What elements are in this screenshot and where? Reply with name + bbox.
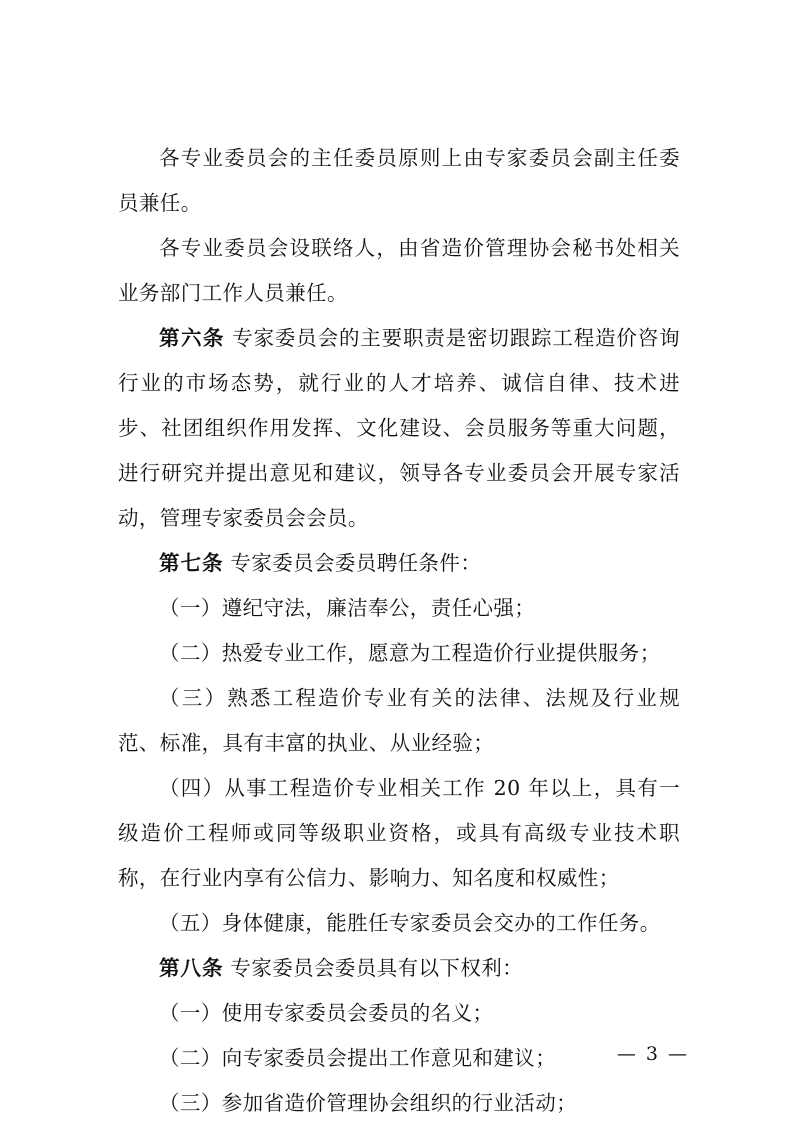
paragraph (118, 136, 680, 226)
paragraph-text: （三）参加省造价管理协会组织的行业活动； (159, 1091, 577, 1115)
paragraph (118, 676, 680, 766)
paragraph (118, 631, 680, 676)
article-label: 第七条 (159, 551, 224, 575)
paragraph (118, 1036, 680, 1081)
paragraph (118, 541, 680, 586)
document-body (118, 136, 680, 1122)
paragraph-text: （三）熟悉工程造价专业有关的法律、法规及行业规范、标准，具有丰富的执业、从业经验； (118, 686, 680, 755)
paragraph-text: （四）从事工程造价专业相关工作 20 年以上，具有一级造价工程师或同等级职业资格，或具有高级专业技术职称，在行业内享有公信力、影响力、知名度和权威性； (118, 776, 680, 890)
paragraph-text: （二）向专家委员会提出工作意见和建议； (159, 1046, 557, 1070)
paragraph (118, 1081, 680, 1122)
article-label: 第六条 (159, 326, 225, 350)
paragraph (118, 766, 680, 901)
paragraph (118, 226, 680, 316)
paragraph-text: 专家委员会委员聘任条件： (230, 551, 482, 575)
paragraph-text: 专家委员会的主要职责是密切跟踪工程造价咨询行业的市场态势，就行业的人才培养、诚信自律、技术进步、社团组织作用发挥、文化建设、会员服务等重大问题，进行研究并提出意见和建议，领导各专业委员会开展专家活动，管理专家委员会会员。 (118, 326, 681, 530)
paragraph-text: 专家委员会委员具有以下权利： (230, 956, 524, 980)
paragraph-text: （五）身体健康，能胜任专家委员会交办的工作任务。 (159, 911, 661, 935)
page-number: — 3 — (616, 1043, 689, 1065)
paragraph-text: （二）热爱专业工作，愿意为工程造价行业提供服务； (159, 641, 661, 665)
paragraph-text: 各专业委员会的主任委员原则上由专家委员会副主任委员兼任。 (118, 146, 680, 215)
paragraph-text: 各专业委员会设联络人，由省造价管理协会秘书处相关业务部门工作人员兼任。 (118, 236, 680, 305)
paragraph-text: （一）遵纪守法，廉洁奉公，责任心强； (159, 596, 536, 620)
paragraph-text: （一）使用专家委员会委员的名义； (159, 1001, 494, 1025)
paragraph (118, 901, 680, 946)
paragraph (118, 946, 680, 991)
paragraph (118, 316, 680, 541)
paragraph (118, 991, 680, 1036)
article-label: 第八条 (159, 956, 224, 980)
paragraph (118, 586, 680, 631)
